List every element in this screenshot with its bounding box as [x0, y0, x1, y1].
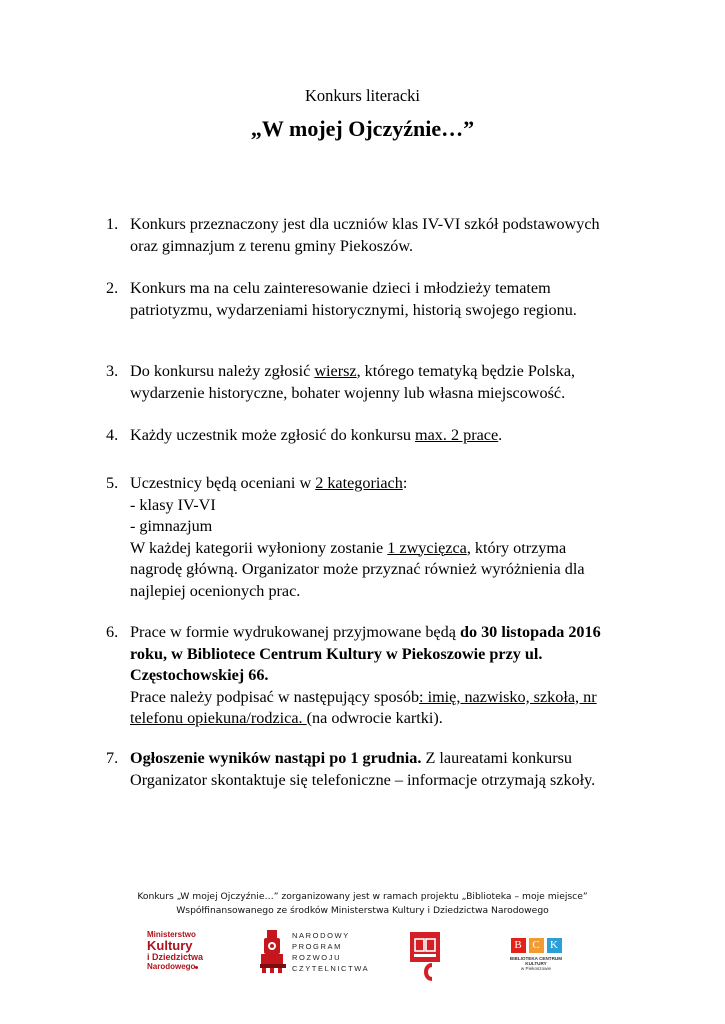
- rule-number: 3.: [106, 362, 119, 380]
- logo-text: i Dziedzictwa: [147, 952, 204, 962]
- text-span: Prace należy podpisać w następujący sposób: [130, 687, 420, 706]
- logo-text: Kultury: [147, 938, 193, 953]
- text-span: :: [402, 474, 408, 492]
- contest-subtitle: Konkurs literacki: [304, 86, 420, 105]
- rule-number: 7.: [106, 749, 119, 767]
- rule-text-line: Konkurs ma na celu zainteresowanie dzieci i młodzieży tematem: [130, 279, 551, 297]
- logo-text: [147, 962, 207, 971]
- rule-text-line: wydarzenie historyczne, bohater wojenny lub własna miejscowość.: [130, 383, 566, 402]
- logo-text: CZYTELNICTWA: [292, 964, 370, 973]
- reading-program-text: [292, 930, 369, 974]
- footer-note: [0, 890, 725, 918]
- underlined-term: 2 kategoriach: [315, 474, 403, 492]
- text-span: Prace w formie wydrukowanej przyjmowane będą: [130, 623, 460, 641]
- rule-text-line: [130, 361, 646, 383]
- rule-number: 6.: [106, 623, 119, 641]
- underlined-term: wiersz: [314, 362, 357, 380]
- logo-text: PROGRAM: [292, 942, 342, 951]
- footer-line: Konkurs „W mojej Ojczyźnie…” zorganizowany jest w ramach projektu „Biblioteka – moje miejsce”: [137, 891, 588, 902]
- logo-text: BIBLIOTEKA CENTRUM KULTURY: [509, 956, 563, 966]
- dot-icon: [195, 966, 198, 969]
- rule-item-4: [106, 425, 646, 447]
- bck-letter: C: [529, 938, 544, 953]
- bold-deadline: do 30 listopada 2016: [459, 623, 601, 641]
- library-project-icon: [410, 932, 440, 982]
- text-span: Uczestnicy będą oceniani w: [130, 474, 316, 492]
- bck-letter: B: [511, 938, 526, 953]
- text-span: , którego tematyką będzie Polska,: [356, 362, 576, 380]
- bck-letters: [500, 938, 572, 953]
- rule-text-line: [130, 425, 646, 447]
- rule-text-line: roku, w Bibliotece Centrum Kultury w Piekoszowie przy ul.: [130, 644, 543, 663]
- rule-text-line: Częstochowskiej 66.: [130, 666, 269, 684]
- rule-text-line: [130, 538, 646, 560]
- logo-text-part: Narodowego: [147, 962, 196, 971]
- rule-text-line: najlepiej ocenionych prac.: [130, 581, 301, 600]
- text-span: Do konkursu należy zgłosić: [130, 362, 315, 380]
- bold-announcement: Ogłoszenie wyników nastąpi po 1 grudnia.: [130, 749, 422, 767]
- reading-program-logo: [258, 928, 368, 974]
- contest-title: „W mojej Ojczyźnie…”: [250, 116, 475, 141]
- category-line: - klasy IV-VI: [130, 495, 216, 514]
- rule-text-line: oraz gimnazjum z terenu gminy Piekoszów.: [130, 236, 414, 255]
- library-project-logo: [410, 932, 440, 982]
- text-span: (na odwrocie kartki).: [306, 709, 443, 727]
- logo-text: ROZWOJU: [292, 953, 342, 962]
- text-span: .: [498, 426, 503, 444]
- rule-item-1: [106, 214, 646, 257]
- underlined-term: max. 2 prace: [415, 426, 499, 444]
- rule-number: 4.: [106, 426, 119, 444]
- rule-item-7: [106, 748, 646, 791]
- rule-text-line: [130, 708, 646, 730]
- locomotive-icon: [258, 928, 288, 974]
- rule-number: 2.: [106, 279, 119, 297]
- text-span: Każdy uczestnik może zgłosić do konkursu: [130, 426, 416, 444]
- logo-text: w Piekoszowie: [520, 966, 552, 971]
- rule-item-6: [106, 622, 646, 730]
- logo-text: NARODOWY: [292, 931, 350, 940]
- rule-item-5: [106, 473, 646, 602]
- text-span: W każdej kategorii wyłoniony zostanie: [130, 538, 388, 557]
- underlined-term: : imię, nazwisko, szkoła, nr: [419, 687, 597, 706]
- text-span: Z laureatami konkursu: [421, 749, 573, 767]
- rule-number: 5.: [106, 474, 119, 492]
- footer-line: Współfinansowanego ze środków Ministerstwa Kultury i Dziedzictwa Narodowego: [176, 905, 549, 916]
- category-line: - gimnazjum: [130, 517, 213, 535]
- rule-item-2: [106, 278, 646, 321]
- rule-text-line: [130, 687, 646, 709]
- rule-text-line: Organizator skontaktuje się telefoniczne – informacje otrzymają szkoły.: [130, 770, 596, 789]
- bck-library-logo: [500, 938, 572, 972]
- logo-text: Ministerstwo: [147, 930, 196, 939]
- ministry-logo: [147, 930, 207, 971]
- rule-text-line: [130, 622, 646, 644]
- rule-text-line: Konkurs przeznaczony jest dla uczniów klas IV-VI szkół podstawowych: [130, 215, 600, 233]
- rule-text-line: nagrodę główną. Organizator może przyznać również wyróżnienia dla: [130, 560, 585, 578]
- underlined-term: 1 zwycięzca: [387, 538, 467, 557]
- bck-caption: [500, 956, 572, 971]
- rule-number: 1.: [106, 215, 119, 233]
- text-span: , który otrzyma: [466, 538, 567, 557]
- underlined-term: telefonu opiekuna/rodzica.: [130, 709, 307, 727]
- rule-text-line: [130, 748, 646, 770]
- rule-text-line: [130, 473, 646, 495]
- rule-item-3: [106, 361, 646, 404]
- rule-text-line: patriotyzmu, wydarzeniami historycznymi, historią swojego regionu.: [130, 300, 577, 319]
- bck-letter: K: [547, 938, 562, 953]
